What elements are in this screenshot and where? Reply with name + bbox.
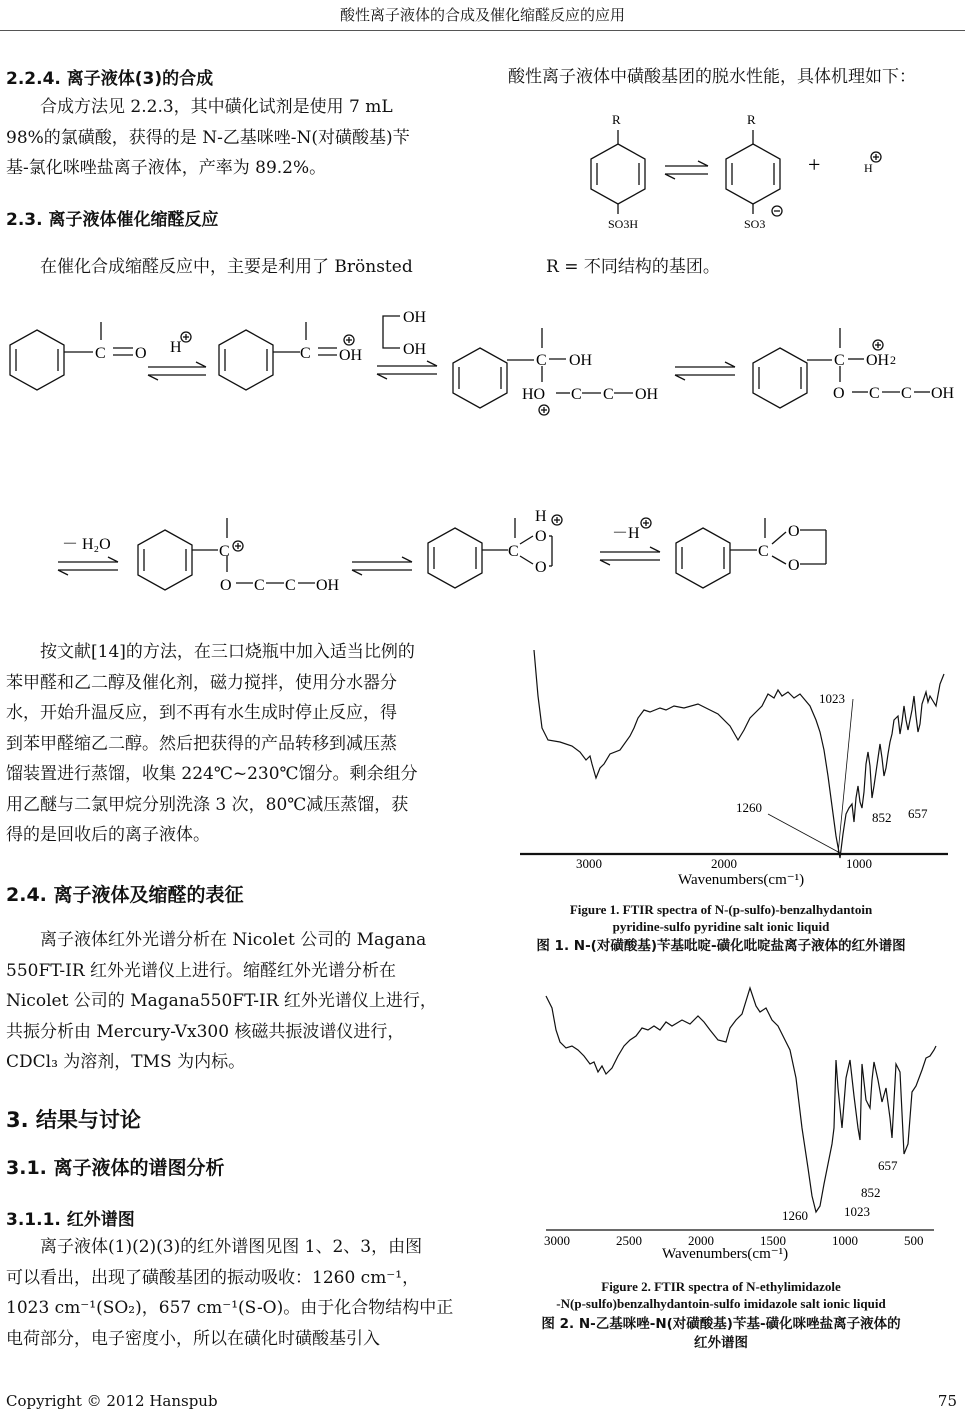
hydroxyl-label: OH [635, 386, 659, 403]
tick-label: 3000 [544, 1233, 570, 1248]
proton-label: H [864, 161, 873, 175]
text-line: CDCl₃ 为溶剂，TMS 为内标。 [6, 1052, 246, 1072]
hydroxyl-label: OH [403, 341, 427, 358]
text-line: 基-氯化咪唑盐离子液体，产率为 89.2%。 [6, 158, 327, 178]
text-line: 合成方法见 2.2.3，其中磺化试剂是使用 7 mL [40, 97, 393, 117]
mechanism-intro: 酸性离子液体中磺酸基团的脱水性能，具体机理如下： [508, 67, 916, 87]
text-line: 到苯甲醛缩乙二醇。然后把获得的产品转移到减压蒸 [6, 733, 397, 754]
heading-3-1: 3.1. 离子液体的谱图分析 [6, 1157, 225, 1179]
peak-label-852: 852 [872, 810, 892, 825]
oxygen-atom: O [535, 559, 547, 576]
figure-1-caption-zh: 图 1. N-(对磺酸基)苄基吡啶-磺化吡啶盐离子液体的红外谱图 [536, 938, 906, 954]
carbon-atom: C [901, 385, 912, 402]
text-line: 550FT-IR 红外光谱仪上进行。缩醛红外光谱分析在 [6, 960, 397, 981]
ftir-spectrum-figure-1 [520, 636, 950, 894]
annotation-leader [768, 814, 842, 854]
caption-line: Figure 1. FTIR spectra of N-(p-sulfo)-benzalhydantoin [569, 902, 873, 917]
heading-3-1-1: 3.1.1. 红外谱图 [6, 1210, 135, 1230]
paragraph-2-4 [6, 925, 458, 1078]
tick-label: 500 [904, 1233, 924, 1248]
oxygen-atom: O [788, 523, 800, 540]
oxygen-atom: O [833, 385, 845, 402]
caption-line: 红外谱图 [694, 1335, 748, 1351]
caption-line: Figure 2. FTIR spectra of N-ethylimidazole [601, 1279, 841, 1294]
carbon-atom: C [285, 577, 296, 594]
tick-label: 1000 [846, 856, 872, 871]
carbon-atom: C [254, 577, 265, 594]
hydroxyl-label: OH [569, 352, 593, 369]
peak-label-1260: 1260 [736, 800, 762, 815]
carbon-atom: C [536, 352, 547, 369]
heading-2-4: 2.4. 离子液体及缩醛的表征 [6, 884, 244, 906]
tick-label: 1500 [760, 1233, 786, 1248]
peak-label-852: 852 [861, 1185, 881, 1200]
text-line: 共振分析由 Mercury-Vx300 核磁共振波谱仪进行， [6, 1021, 405, 1042]
text-line [6, 637, 458, 668]
peak-label-1023: 1023 [844, 1204, 870, 1219]
caption-line: -N(p-sulfo)benzalhydantoin-sulfo imidazole salt ionic liquid [556, 1296, 886, 1311]
ftir-spectrum-figure-2 [540, 968, 940, 1268]
r-definition: R = 不同结构的基团。 [546, 257, 720, 277]
oxygen-atom: O [135, 345, 147, 362]
text-line: 用乙醚与二氯甲烷分别洗涤 3 次，80℃减压蒸馏，获 [6, 794, 409, 815]
x-axis-label: Wavenumbers(cm⁻¹) [662, 1246, 789, 1262]
text-line: 1023 cm⁻¹(SO₂)，657 cm⁻¹(S-O)。由于化合物结构中正 [6, 1298, 454, 1318]
plus-sign: + [808, 152, 821, 177]
text-line: 得的是回收后的离子液体。 [6, 825, 210, 845]
carbon-atom: C [508, 543, 519, 560]
reference-sentence: 按文献[14]的方法，在三口烧瓶中加入适当比例的 [40, 642, 415, 662]
page-number: 75 [937, 1392, 957, 1410]
caption-line: pyridine-sulfo pyridine salt ionic liquid [612, 919, 830, 934]
copyright-notice: Copyright © 2012 Hanspub [6, 1392, 218, 1410]
text-line: 在催化合成缩醛反应中，主要是利用了 Brönsted [40, 257, 413, 277]
hydroxyl-label: OH [316, 577, 340, 594]
minus-water-label: － H₂O [62, 536, 111, 553]
running-header: 酸性离子液体的合成及催化缩醛反应的应用 [339, 6, 625, 24]
carbon-atom: C [758, 543, 769, 560]
spectrum-trace [546, 988, 936, 1212]
so3h-label: SO3H [608, 217, 639, 231]
text-line: 离子液体红外光谱分析在 Nicolet 公司的 Magana [40, 930, 427, 950]
hydroxyl-label: OH [403, 309, 427, 326]
caption-line: 图 2. N-乙基咪唑-N(对磺酸基)苄基-磺化咪唑盐离子液体的 [541, 1316, 901, 1332]
oxygen-atom: O [788, 557, 800, 574]
text-line: 离子液体(1)(2)(3)的红外谱图见图 1、2、3，由图 [40, 1237, 423, 1257]
text-line: 电荷部分，电子密度小，所以在磺化时磺酸基引入 [6, 1328, 380, 1349]
oxygen-atom: O [535, 528, 547, 545]
paragraph-3-1-1 [6, 1232, 458, 1354]
figure-2-caption-zh [486, 1315, 956, 1353]
tick-label: 3000 [576, 856, 602, 871]
header-rule [0, 30, 965, 31]
text-line: 苯甲醛和乙二醇及催化剂，磁力搅拌，使用分水器分 [6, 672, 397, 693]
text-line: 98%的氯磺酸，获得的是 N-乙基咪唑-N(对磺酸基)苄 [6, 127, 410, 148]
tick-label: 1000 [832, 1233, 858, 1248]
peak-label-657: 657 [878, 1158, 898, 1173]
text-line: 水，开始升温反应，到不再有水生成时停止反应，得 [6, 703, 397, 723]
hydroxyl-label: OH [866, 352, 890, 369]
text-line: 可以看出，出现了磺酸基团的振动吸收：1260 cm⁻¹， [6, 1267, 420, 1288]
r-group-label: R [747, 112, 756, 127]
text-line: Nicolet 公司的 Magana550FT-IR 红外光谱仪上进行， [6, 991, 437, 1011]
x-axis-label: Wavenumbers(cm⁻¹) [678, 872, 805, 888]
carbon-atom: C [603, 386, 614, 403]
heading-3: 3. 结果与讨论 [6, 1108, 141, 1132]
hydroxyl-label: OH [931, 385, 955, 402]
paragraph-procedure [6, 637, 458, 851]
r-group-label: R [612, 112, 621, 127]
proton-label: H [535, 508, 547, 525]
heading-2-2-4: 2.2.4. 离子液体(3)的合成 [6, 69, 214, 89]
text-line: 馏装置进行蒸馏，收集 224℃~230℃馏分。剩余组分 [6, 764, 418, 784]
tick-label: 2500 [616, 1233, 642, 1248]
peak-label-657: 657 [908, 806, 928, 821]
tick-label: 2000 [711, 856, 737, 871]
carbon-atom: C [95, 345, 106, 362]
carbon-atom: C [834, 352, 845, 369]
so3-anion-label: SO3 [744, 217, 766, 231]
paragraph-2-2-4 [6, 92, 458, 184]
peak-label-1023: 1023 [819, 691, 845, 706]
acetal-formation-mechanism [0, 300, 965, 620]
figure-2-caption-en [486, 1278, 956, 1312]
proton-label: H [170, 339, 182, 356]
hydroxyl-label: HO [522, 386, 546, 403]
annotation-leader [838, 699, 853, 854]
peak-label-1260: 1260 [782, 1208, 808, 1223]
hydroxyl-label: OH [339, 347, 363, 364]
tick-label: 2000 [688, 1233, 714, 1248]
oxygen-atom: O [220, 577, 232, 594]
carbon-atom: C [869, 385, 880, 402]
carbon-atom: C [571, 386, 582, 403]
figure-1-caption-en [486, 901, 956, 935]
subscript-two: 2 [890, 353, 896, 367]
paragraph-2-3 [6, 252, 458, 283]
carbocation-label: C [219, 543, 230, 560]
carbon-atom: C [300, 345, 311, 362]
minus-proton-label: －H [612, 525, 640, 542]
heading-2-3: 2.3. 离子液体催化缩醛反应 [6, 210, 219, 230]
spectrum-trace [534, 650, 944, 858]
